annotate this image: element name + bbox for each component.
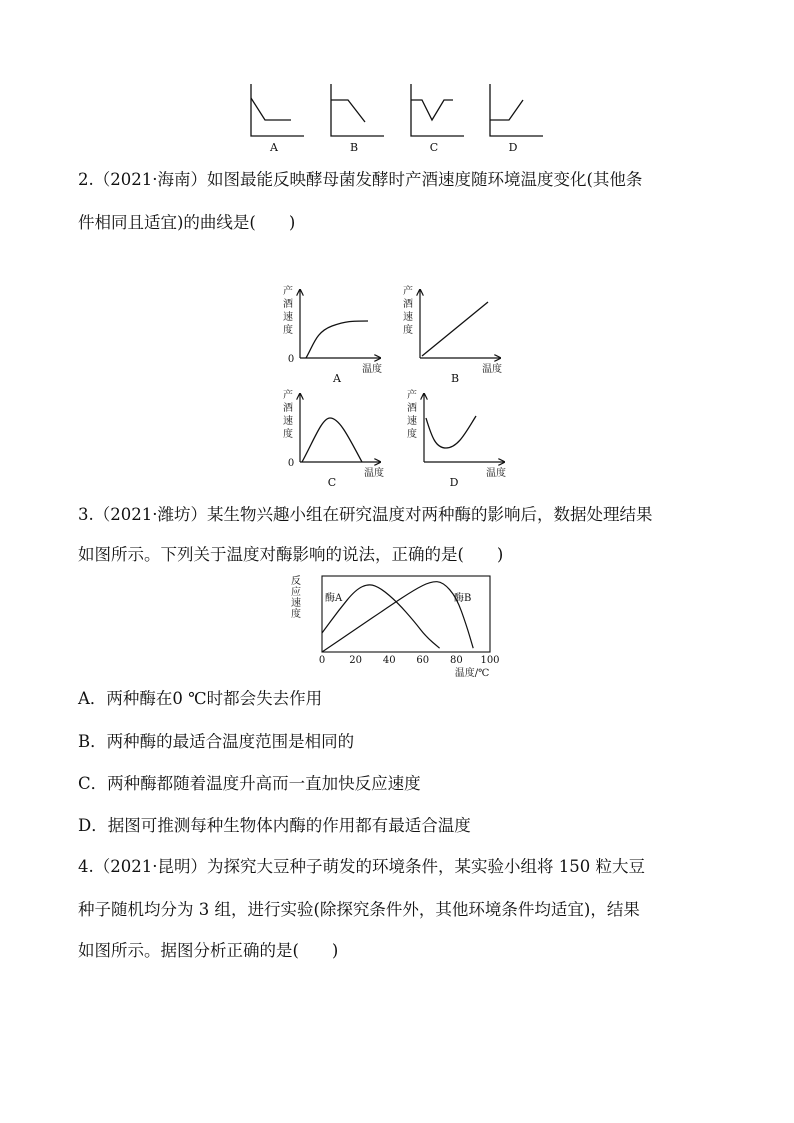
y-char-4: 度 xyxy=(407,429,417,440)
y-label-char-4: 度 xyxy=(291,609,301,620)
y-axis-label xyxy=(291,574,301,620)
y-char-3: 速 xyxy=(283,416,293,427)
y-label-char-2: 应 xyxy=(291,587,301,598)
x-tick-label: 0 xyxy=(318,655,326,666)
q2-label-b: B xyxy=(450,372,460,385)
q1-label-d: D xyxy=(508,141,518,154)
q1-graph-set xyxy=(236,80,566,156)
y-char-3: 速 xyxy=(403,312,413,323)
origin: 0 xyxy=(287,458,295,469)
y-char-2: 酒 xyxy=(403,299,413,310)
y-char-4: 度 xyxy=(283,325,293,336)
q4-stem-line2: 种子随机均分为 3 组，进行实验(除探究条件外，其他环境条件均适宜)，结果 xyxy=(78,900,640,919)
q3-option-c[interactable]: C．两种酶都随着温度升高而一直加快反应速度 xyxy=(78,774,421,793)
q3-option-b[interactable]: B．两种酶的最适合温度范围是相同的 xyxy=(78,732,355,751)
q2-label-a: A xyxy=(333,372,341,385)
q3-option-d[interactable]: D．据图可推测每种生物体内酶的作用都有最适合温度 xyxy=(78,816,471,835)
y-char-4: 度 xyxy=(403,325,413,336)
q1-label-b: B xyxy=(349,141,359,154)
x-tick-label: 60 xyxy=(416,655,430,666)
y-char-2: 酒 xyxy=(283,403,293,414)
x-ticks xyxy=(319,655,500,666)
q2-graph-set xyxy=(280,284,520,489)
x-tick-label: 40 xyxy=(382,655,396,666)
y-char-4: 度 xyxy=(283,429,293,440)
plot-frame xyxy=(322,576,490,652)
y-label-char-3: 速 xyxy=(291,598,301,609)
origin: 0 xyxy=(287,354,295,365)
y-char-1: 产 xyxy=(283,286,293,297)
q2-graph-a xyxy=(283,284,382,385)
series-label-b: 酶B xyxy=(454,593,472,604)
x-tick-label: 20 xyxy=(349,655,362,666)
x-axis-label: 温度/℃ xyxy=(454,668,490,679)
x-label: 温度 xyxy=(362,364,382,375)
y-char-1: 产 xyxy=(283,390,293,401)
q2-label-c: C xyxy=(327,476,337,489)
q3-option-a[interactable]: A．两种酶在0 ℃时都会失去作用 xyxy=(78,689,323,708)
q2-graph-b xyxy=(403,284,502,385)
series-label-a: 酶A xyxy=(325,593,343,604)
q3-stem-line1: 3.（2021·潍坊）某生物兴趣小组在研究温度对两种酶的影响后，数据处理结果 xyxy=(78,505,653,524)
x-tick-label: 100 xyxy=(480,655,500,666)
q1-graph-c xyxy=(411,84,464,154)
y-char-2: 酒 xyxy=(283,299,293,310)
q2-label-d: D xyxy=(449,476,459,489)
q1-label-a: A xyxy=(270,141,278,154)
q2-graph-d xyxy=(407,388,506,489)
y-label-char-1: 反 xyxy=(291,576,301,587)
q4-stem-line1: 4.（2021·昆明）为探究大豆种子萌发的环境条件，某实验小组将 150 粒大豆 xyxy=(78,857,645,876)
q1-graph-b xyxy=(331,84,384,154)
q1-label-c: C xyxy=(429,141,439,154)
x-tick-label: 80 xyxy=(450,655,463,666)
x-label: 温度 xyxy=(364,468,384,479)
q3-stem-line2: 如图所示。下列关于温度对酶影响的说法，正确的是( ) xyxy=(78,545,504,564)
x-label: 温度 xyxy=(482,364,502,375)
x-label: 温度 xyxy=(486,468,506,479)
y-char-3: 速 xyxy=(407,416,417,427)
q2-graph-c xyxy=(283,388,384,489)
y-char-1: 产 xyxy=(403,286,413,297)
y-char-1: 产 xyxy=(407,390,417,401)
q2-stem-line1: 2.（2021·海南）如图最能反映酵母菌发酵时产酒速度随环境温度变化(其他条 xyxy=(78,170,643,189)
series-group xyxy=(322,582,473,652)
series-line-b xyxy=(322,582,473,652)
y-char-3: 速 xyxy=(283,312,293,323)
q4-stem-line3: 如图所示。据图分析正确的是( ) xyxy=(78,941,339,960)
enzyme-chart xyxy=(286,573,500,679)
y-char-2: 酒 xyxy=(407,403,417,414)
q1-graph-d xyxy=(490,84,543,154)
q2-stem-line2: 件相同且适宜)的曲线是( ) xyxy=(78,213,296,232)
q1-graph-a xyxy=(251,84,304,154)
